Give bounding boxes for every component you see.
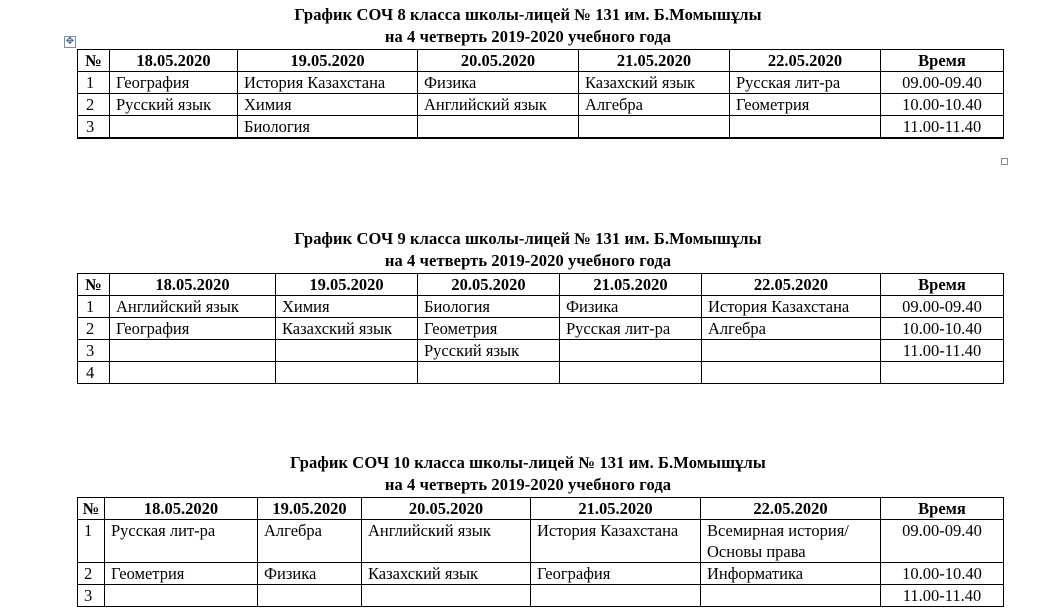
schedule-8-title-line1: График СОЧ 8 класса школы-лицей № 131 им. Б.Момышұлы xyxy=(294,5,762,24)
schedule-10-table xyxy=(77,497,1004,607)
table-cell: Биология xyxy=(418,296,560,318)
table-cell: 2 xyxy=(78,318,110,340)
table-cell: 11.00-11.40 xyxy=(881,340,1004,362)
schedule-8-title xyxy=(0,4,1056,48)
table-cell xyxy=(276,340,418,362)
table-cell: Русский язык xyxy=(418,340,560,362)
table-cell: География xyxy=(531,563,701,585)
table-row xyxy=(78,585,1004,607)
table-cell xyxy=(730,138,881,139)
table-cell: Казахский язык xyxy=(276,318,418,340)
table-cell: 09.00-09.40 xyxy=(881,296,1004,318)
header-cell: 20.05.2020 xyxy=(418,274,560,296)
table-cell: Алгебра xyxy=(579,94,730,116)
table-cell xyxy=(110,138,238,139)
table-cell: Химия xyxy=(238,94,418,116)
move-arrows-icon[interactable]: ✥ xyxy=(65,36,75,47)
table-cell: 10.00-10.40 xyxy=(881,563,1004,585)
table-header-row xyxy=(78,274,1004,296)
table-row xyxy=(78,138,1004,139)
table-cell: 09.00-09.40 xyxy=(881,72,1004,94)
header-cell: 20.05.2020 xyxy=(418,50,579,72)
table-cell xyxy=(362,585,531,607)
table-cell: 1 xyxy=(78,72,110,94)
header-cell: Время xyxy=(881,498,1004,520)
table-cell xyxy=(276,362,418,384)
table-row xyxy=(78,94,1004,116)
table-cell xyxy=(105,585,258,607)
table-cell: 3 xyxy=(78,116,110,138)
header-cell: 20.05.2020 xyxy=(362,498,531,520)
table-cell xyxy=(560,362,702,384)
header-cell: 19.05.2020 xyxy=(276,274,418,296)
header-cell: Время xyxy=(881,274,1004,296)
table-resize-handle[interactable] xyxy=(1001,158,1008,165)
header-cell: 22.05.2020 xyxy=(730,50,881,72)
table-row xyxy=(78,296,1004,318)
header-cell: 19.05.2020 xyxy=(238,50,418,72)
table-cell: 2 xyxy=(78,563,105,585)
table-cell xyxy=(110,362,276,384)
table-cell: Русская лит-ра xyxy=(730,72,881,94)
table-cell xyxy=(110,340,276,362)
header-cell: 21.05.2020 xyxy=(560,274,702,296)
schedule-10-title xyxy=(0,452,1056,496)
table-cell: Казахский язык xyxy=(362,563,531,585)
table-cell: Алгебра xyxy=(702,318,881,340)
table-cell: Геометрия xyxy=(730,94,881,116)
table-cell: География xyxy=(110,72,238,94)
table-cell xyxy=(258,585,362,607)
table-cell: Физика xyxy=(418,72,579,94)
table-cell: Всемирная история/ Основы права xyxy=(701,520,881,563)
table-cell: Английский язык xyxy=(418,94,579,116)
table-cell xyxy=(579,138,730,139)
header-cell: 22.05.2020 xyxy=(702,274,881,296)
schedule-10-title-line1: График СОЧ 10 класса школы-лицей № 131 им. Б.Момышұлы xyxy=(290,453,766,472)
table-cell xyxy=(78,138,110,139)
table-cell: История Казахстана xyxy=(702,296,881,318)
table-row xyxy=(78,563,1004,585)
schedule-8-table xyxy=(77,49,1004,139)
table-cell: 09.00-09.40 xyxy=(881,520,1004,563)
table-cell: Английский язык xyxy=(110,296,276,318)
table-cell xyxy=(881,138,1004,139)
header-cell: № xyxy=(78,498,105,520)
table-row xyxy=(78,72,1004,94)
table-cell xyxy=(418,362,560,384)
table-cell: Геометрия xyxy=(105,563,258,585)
table-cell: История Казахстана xyxy=(531,520,701,563)
table-cell xyxy=(560,340,702,362)
table-cell xyxy=(881,362,1004,384)
table-cell xyxy=(110,116,238,138)
header-cell: 18.05.2020 xyxy=(105,498,258,520)
table-cell: Алгебра xyxy=(258,520,362,563)
table-row xyxy=(78,340,1004,362)
table-cell: Русская лит-ра xyxy=(105,520,258,563)
header-cell: 21.05.2020 xyxy=(531,498,701,520)
schedule-9-table xyxy=(77,273,1004,384)
table-cell xyxy=(531,585,701,607)
schedule-10-title-line2: на 4 четверть 2019-2020 учебного года xyxy=(384,475,672,494)
table-cell xyxy=(238,138,418,139)
table-cell xyxy=(418,138,579,139)
table-header-row xyxy=(78,50,1004,72)
table-cell: Русская лит-ра xyxy=(560,318,702,340)
table-header-row xyxy=(78,498,1004,520)
table-cell xyxy=(702,362,881,384)
table-cell xyxy=(730,116,881,138)
table-cell: География xyxy=(110,318,276,340)
table-cell: Биология xyxy=(238,116,418,138)
schedule-9-title-line2: на 4 четверть 2019-2020 учебного года xyxy=(384,251,672,270)
table-cell xyxy=(702,340,881,362)
table-cell: 1 xyxy=(78,296,110,318)
table-cell: 2 xyxy=(78,94,110,116)
table-cell: Казахский язык xyxy=(579,72,730,94)
schedule-8-title-line2: на 4 четверть 2019-2020 учебного года xyxy=(384,27,672,46)
table-cell: 4 xyxy=(78,362,110,384)
header-cell: № xyxy=(78,274,110,296)
schedule-9-title xyxy=(0,228,1056,272)
table-cell: Английский язык xyxy=(362,520,531,563)
table-cell xyxy=(701,585,881,607)
table-cell: Химия xyxy=(276,296,418,318)
table-cell: 3 xyxy=(78,340,110,362)
table-row xyxy=(78,318,1004,340)
table-cell xyxy=(418,116,579,138)
table-row xyxy=(78,520,1004,563)
table-cell: Физика xyxy=(258,563,362,585)
table-cell: 10.00-10.40 xyxy=(881,318,1004,340)
table-cell: История Казахстана xyxy=(238,72,418,94)
header-cell: № xyxy=(78,50,110,72)
header-cell: 22.05.2020 xyxy=(701,498,881,520)
header-cell: 18.05.2020 xyxy=(110,274,276,296)
table-cell: Русский язык xyxy=(110,94,238,116)
header-cell: 21.05.2020 xyxy=(579,50,730,72)
header-cell: 19.05.2020 xyxy=(258,498,362,520)
schedule-9-title-line1: График СОЧ 9 класса школы-лицей № 131 им. Б.Момышұлы xyxy=(294,229,762,248)
table-cell: 10.00-10.40 xyxy=(881,94,1004,116)
table-row xyxy=(78,116,1004,138)
table-cell: 11.00-11.40 xyxy=(881,585,1004,607)
table-cell: Информатика xyxy=(701,563,881,585)
table-cell: 11.00-11.40 xyxy=(881,116,1004,138)
header-cell: 18.05.2020 xyxy=(110,50,238,72)
table-cell: 1 xyxy=(78,520,105,563)
table-cell: 3 xyxy=(78,585,105,607)
header-cell: Время xyxy=(881,50,1004,72)
table-cell: Геометрия xyxy=(418,318,560,340)
table-cell xyxy=(579,116,730,138)
table-cell: Физика xyxy=(560,296,702,318)
table-row xyxy=(78,362,1004,384)
